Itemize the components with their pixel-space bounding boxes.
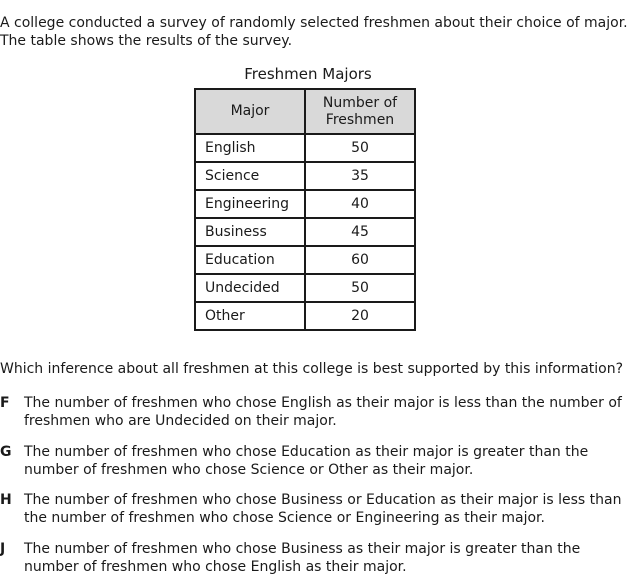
table-row: [195, 274, 415, 302]
choice-text: The number of freshmen who chose English as their major is less than the number of freshmen who are Undecided on their major.: [24, 395, 622, 429]
table-row: [195, 246, 415, 274]
choice-text: The number of freshmen who chose Business or Education as their major is less than the number of freshmen who chose Science or Engineering as their major.: [24, 492, 622, 526]
table-header-row: [195, 89, 415, 134]
table-row: [195, 218, 415, 246]
choice-letter: F: [0, 395, 10, 411]
count-cell: 50: [305, 274, 415, 302]
major-cell: Science: [195, 162, 305, 190]
answer-choice-j[interactable]: [0, 540, 636, 576]
count-cell: 50: [305, 134, 415, 162]
header-major: Major: [195, 89, 305, 134]
major-cell: Engineering: [195, 190, 305, 218]
choice-letter: H: [0, 492, 12, 508]
major-cell: Business: [195, 218, 305, 246]
major-cell: Other: [195, 302, 305, 330]
table-row: [195, 134, 415, 162]
major-cell: Undecided: [195, 274, 305, 302]
count-cell: 60: [305, 246, 415, 274]
table-row: [195, 162, 415, 190]
count-cell: 40: [305, 190, 415, 218]
answer-choice-h[interactable]: [0, 491, 636, 527]
count-cell: 45: [305, 218, 415, 246]
major-cell: English: [195, 134, 305, 162]
count-cell: 20: [305, 302, 415, 330]
table-row: [195, 190, 415, 218]
table-title: Freshmen Majors: [244, 65, 372, 83]
intro-text: A college conducted a survey of randomly selected freshmen about their choice of major. The table shows the results of the survey.: [0, 15, 628, 49]
choice-letter: G: [0, 444, 12, 460]
choice-letter: J: [0, 541, 6, 557]
answer-choice-f[interactable]: [0, 394, 636, 430]
answer-choice-g[interactable]: [0, 443, 636, 479]
count-cell: 35: [305, 162, 415, 190]
choice-text: The number of freshmen who chose Education as their major is greater than the number of freshmen who chose Science or Other as their major.: [24, 444, 589, 478]
freshmen-majors-table: [194, 88, 416, 331]
choice-text: The number of freshmen who chose Business as their major is greater than the number of freshmen who chose English as their major.: [24, 541, 581, 575]
major-cell: Education: [195, 246, 305, 274]
question-text: Which inference about all freshmen at this college is best supported by this information?: [0, 361, 624, 377]
table-row: [195, 302, 415, 330]
header-number-of-freshmen: Number of Freshmen: [305, 89, 415, 134]
